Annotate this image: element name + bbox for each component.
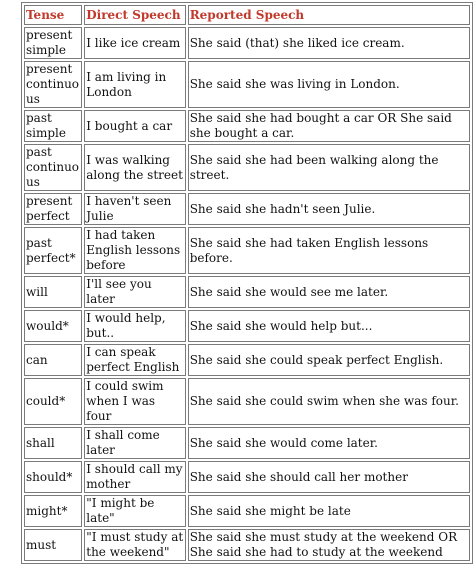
tense-cell: past perfect* <box>24 227 82 274</box>
direct-speech-cell: I am living in London <box>84 61 185 108</box>
reported-speech-cell: She said she might be late <box>188 495 470 527</box>
direct-speech-cell: "I must study at the weekend" <box>84 529 185 561</box>
reported-speech-cell: She said she had bought a car OR She said she bought a car. <box>188 110 470 142</box>
header-tense: Tense <box>24 5 82 25</box>
reported-speech-cell: She said (that) she liked ice cream. <box>188 27 470 59</box>
table-row <box>24 461 470 493</box>
reported-speech-cell: She said she could speak perfect English. <box>188 344 470 376</box>
direct-speech-cell: I could swim when I was four <box>84 378 185 425</box>
tense-cell: must <box>24 529 82 561</box>
reported-speech-cell: She said she had been walking along the street. <box>188 144 470 191</box>
direct-speech-cell: I shall come later <box>84 427 185 459</box>
table-row <box>24 27 470 59</box>
table-row <box>24 427 470 459</box>
reported-speech-cell: She said she hadn't seen Julie. <box>188 193 470 225</box>
direct-speech-cell: I can speak perfect English <box>84 344 185 376</box>
reported-speech-cell: She said she would come later. <box>188 427 470 459</box>
reported-speech-cell: She said she had taken English lessons before. <box>188 227 470 274</box>
header-direct-speech: Direct Speech <box>84 5 185 25</box>
tense-cell: should* <box>24 461 82 493</box>
table-row <box>24 310 470 342</box>
direct-speech-cell: I'll see you later <box>84 276 185 308</box>
tense-cell: could* <box>24 378 82 425</box>
header-row <box>24 5 470 25</box>
reported-speech-cell: She said she could swim when she was four. <box>188 378 470 425</box>
direct-speech-cell: I bought a car <box>84 110 185 142</box>
direct-speech-cell: I was walking along the street <box>84 144 185 191</box>
direct-speech-cell: I had taken English lessons before <box>84 227 185 274</box>
table-row <box>24 110 470 142</box>
tense-cell: present simple <box>24 27 82 59</box>
tense-cell: present perfect <box>24 193 82 225</box>
table-row <box>24 193 470 225</box>
table-row <box>24 61 470 108</box>
tense-cell: shall <box>24 427 82 459</box>
table-row <box>24 378 470 425</box>
direct-speech-cell: I should call my mother <box>84 461 185 493</box>
table-row <box>24 344 470 376</box>
reported-speech-cell: She said she would help but... <box>188 310 470 342</box>
tense-cell: can <box>24 344 82 376</box>
table-row <box>24 529 470 561</box>
table-row <box>24 276 470 308</box>
direct-speech-cell: "I might be late" <box>84 495 185 527</box>
tense-cell: might* <box>24 495 82 527</box>
table-row <box>24 495 470 527</box>
reported-speech-cell: She said she was living in London. <box>188 61 470 108</box>
reported-speech-cell: She said she must study at the weekend OR She said she had to study at the weekend <box>188 529 470 561</box>
reported-speech-cell: She said she should call her mother <box>188 461 470 493</box>
header-reported-speech: Reported Speech <box>188 5 470 25</box>
table-row <box>24 144 470 191</box>
direct-speech-cell: I would help, but.. <box>84 310 185 342</box>
tense-cell: will <box>24 276 82 308</box>
tense-cell: would* <box>24 310 82 342</box>
tense-cell: present continuous <box>24 61 82 108</box>
direct-speech-cell: I haven't seen Julie <box>84 193 185 225</box>
tense-cell: past simple <box>24 110 82 142</box>
reported-speech-table <box>21 2 473 564</box>
reported-speech-cell: She said she would see me later. <box>188 276 470 308</box>
table-row <box>24 227 470 274</box>
tense-cell: past continuous <box>24 144 82 191</box>
direct-speech-cell: I like ice cream <box>84 27 185 59</box>
